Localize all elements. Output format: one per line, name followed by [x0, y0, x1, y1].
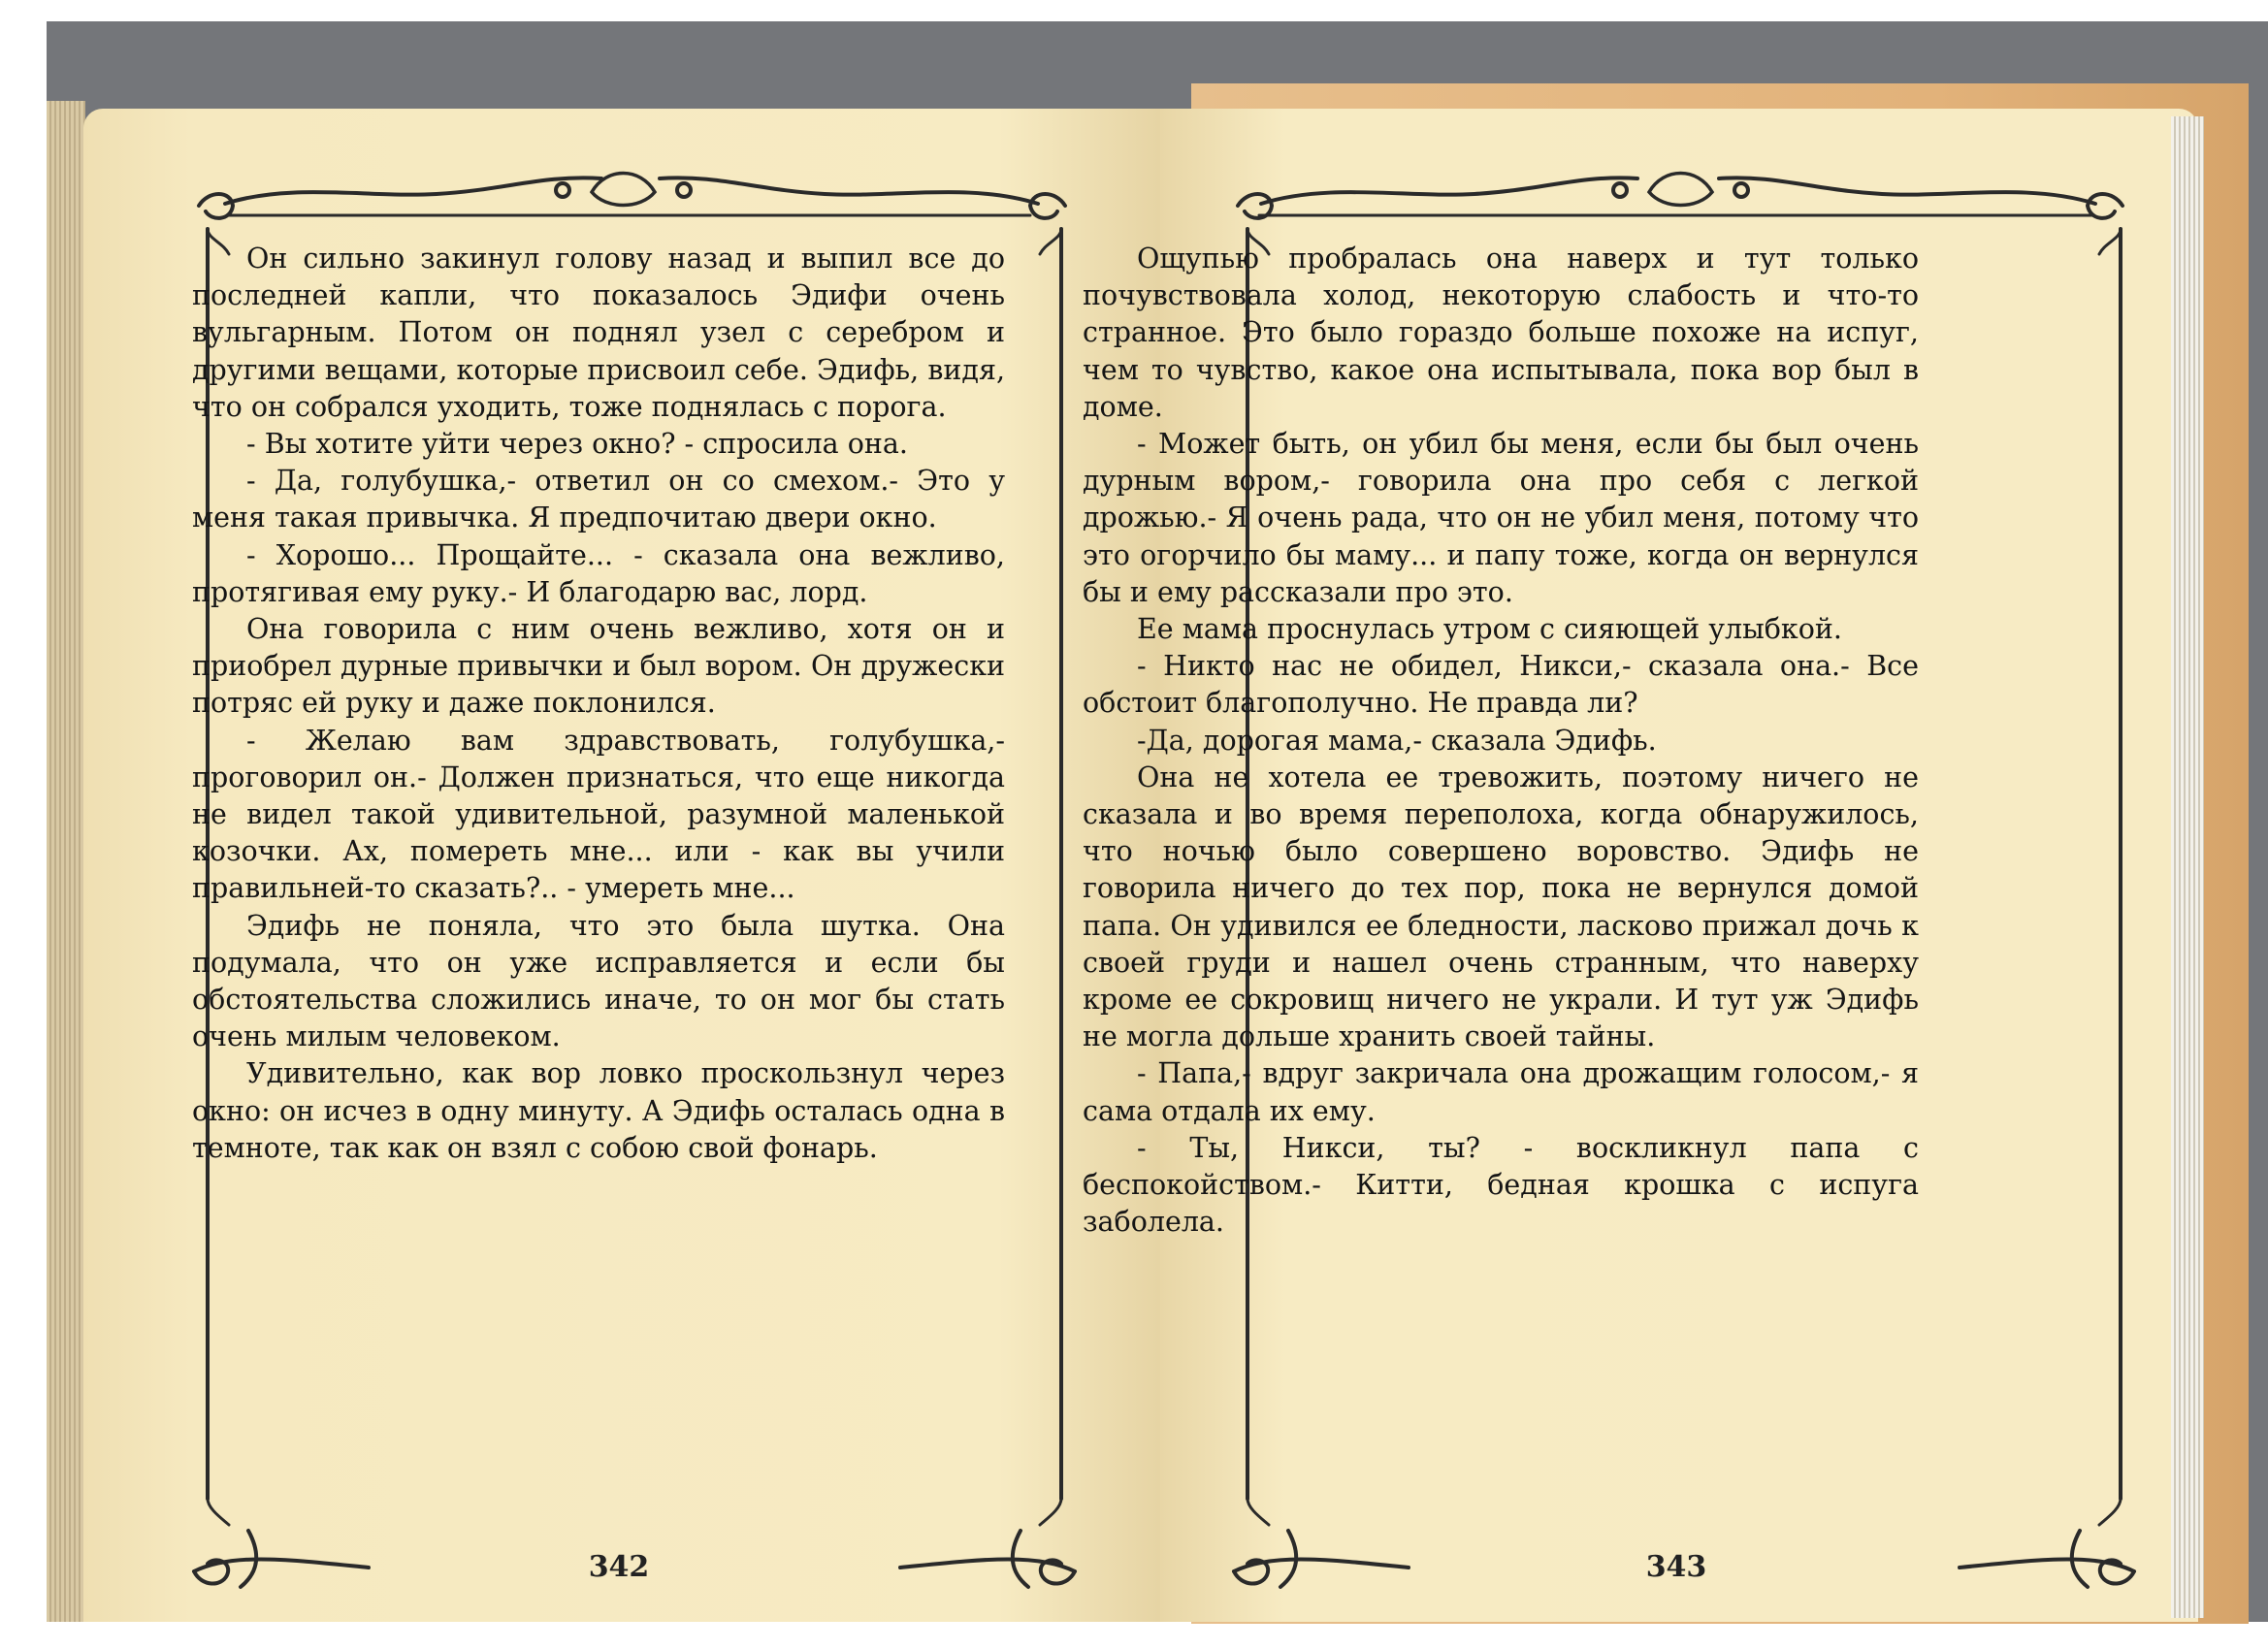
paragraph: - Никто нас не обидел, Никси,- сказала она.- Все обстоит благополучно. Не правда ли? [1083, 650, 1919, 720]
paragraph: -Да, дорогая мама,- сказала Эдифь. [1137, 724, 1657, 757]
page-number-right: 343 [1645, 1550, 1707, 1584]
paragraph: Удивительно, как вор ловко проскользнул через окно: он исчез в одну минуту. А Эдифь осталась одна в темноте, так как он взял с собою свой фонарь. [192, 1057, 1005, 1164]
paragraph: - Вы хотите уйти через окно? - спросила она. [246, 428, 908, 461]
paragraph: Она говорила с ним очень вежливо, хотя он и приобрел дурные привычки и был вором. Он дружески потряс ей руку и даже поклонился. [192, 613, 1005, 720]
paragraph: - Ты, Никси, ты? - воскликнул папа с беспокойством.- Китти, бедная крошка с испуга заболела. [1083, 1131, 1919, 1239]
paragraph: - Может быть, он убил бы меня, если бы был очень дурным вором,- говорила она про себя с легкой дрожью.- Я очень рада, что он не убил меня, потому что это огорчило бы маму... и папу тоже, когда он вернулся бы и ему рассказали про это. [1083, 428, 1919, 608]
paragraph: - Хорошо... Прощайте... - сказала она вежливо, протягивая ему руку.- И благодарю вас, лорд. [192, 538, 1005, 608]
paragraph: Эдифь не поняла, что это была шутка. Она подумала, что он уже исправляется и если бы обстоятельства сложились иначе, то он мог бы стать очень милым человеком. [192, 909, 1005, 1053]
paragraph: - Папа,- вдруг закричала она дрожащим голосом,- я сама отдала их ему. [1083, 1057, 1919, 1127]
paragraph: Он сильно закинул голову назад и выпил все до последней капли, что показалось Эдифи очень вульгарным. Потом он поднял узел с серебром и другими вещами, которые присвоил себе. Эдифь, видя, что он собрался уходить, тоже поднялась с порога. [192, 242, 1005, 423]
paragraph: Она не хотела ее тревожить, поэтому ничего не сказала и во время переполоха, когда обнаружилось, что ночью было совершено воровство. Эдифь не говорила ничего до тех пор, пока не вернулся домой папа. Он удивился ее бледности, ласково прижал дочь к своей груди и нашел очень странным, что наверху кроме ее сокровищ ничего не украли. И тут уж Эдифь не могла дольше хранить своей тайны. [1083, 760, 1919, 1053]
page-number-left: 342 [588, 1550, 650, 1584]
paragraph: - Желаю вам здравствовать, голубушка,- проговорил он.- Должен признаться, что еще никогда не видел такой удивительной, разумной маленькой козочки. Ах, помереть мне... или - как вы учили правильней-то сказать?.. - умереть мне... [192, 724, 1005, 905]
paragraph: - Да, голубушка,- ответил он со смехом.- Это у меня такая привычка. Я предпочитаю двери окно. [192, 465, 1005, 534]
left-page-text [192, 241, 1005, 1167]
paragraph: Ее мама проснулась утром с сияющей улыбкой. [1137, 613, 1842, 646]
right-page-text [1083, 241, 1919, 1241]
paragraph: Ощупью пробралась она наверх и тут только почувствовала холод, некоторую слабость и что-то странное. Это было гораздо больше похоже на испуг, чем то чувство, какое она испытывала, пока вор был в доме. [1083, 242, 1919, 423]
